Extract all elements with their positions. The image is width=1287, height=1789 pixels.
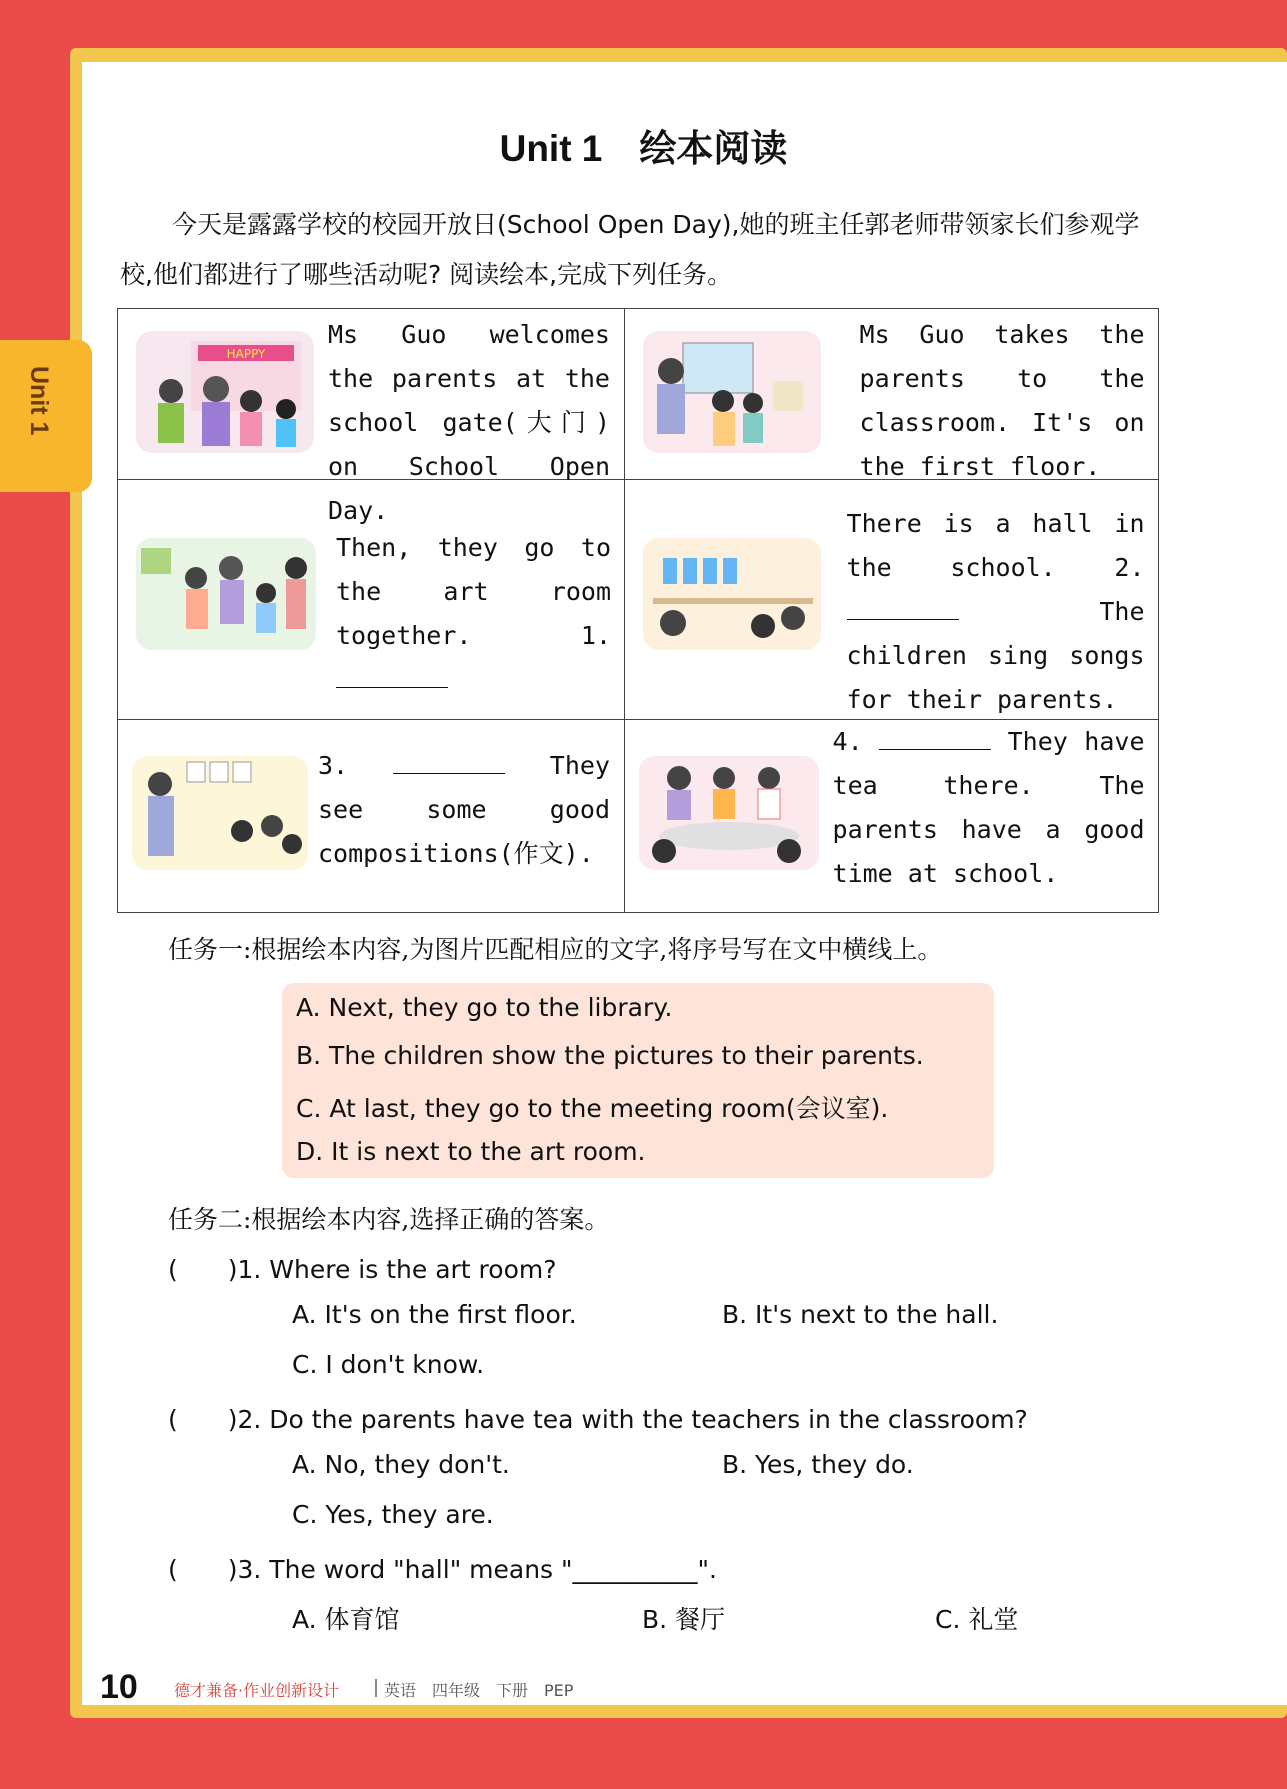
- page-title: Unit 1 绘本阅读: [499, 128, 788, 169]
- option-d: D. It is next to the art room.: [296, 1137, 646, 1166]
- panel-4: [625, 480, 1158, 719]
- blank-1[interactable]: [336, 665, 448, 688]
- compositions-illustration: [132, 756, 308, 870]
- task1-heading: 任务一:根据绘本内容,为图片匹配相应的文字,将序号写在文中横线上。: [168, 935, 943, 964]
- question-3-option-c[interactable]: C. 礼堂: [935, 1605, 1019, 1634]
- panel-2: [625, 309, 1158, 479]
- panel-1-text: Ms Guo welcomes the parents at the school gate(大门) on School Open Day.: [328, 320, 610, 525]
- question-3-option-a[interactable]: A. 体育馆: [292, 1605, 400, 1634]
- panel-6: [625, 720, 1158, 912]
- hall-illustration: [643, 538, 821, 650]
- question-2-option-a[interactable]: A. No, they don't.: [292, 1450, 510, 1479]
- panel-6-text: 4. They have tea there. The parents have a good time at school.: [832, 727, 1145, 889]
- panel-3-text: Then, they go to the art room together. 1.: [336, 526, 611, 702]
- question-1-stem[interactable]: ( )1. Where is the art room?: [168, 1255, 557, 1284]
- panel-2-text: Ms Guo takes the parents to the classroom. It's on the first floor.: [859, 320, 1145, 481]
- blank-2[interactable]: [847, 597, 959, 620]
- panel-5: [118, 720, 624, 912]
- panel-4-text: There is a hall in the school. 2. The children sing songs for their parents.: [846, 508, 1145, 714]
- unit-tab-label: Unit 1: [25, 366, 53, 436]
- footer-divider: [375, 1679, 377, 1697]
- page-number: 10: [100, 1668, 138, 1706]
- happy-sign: HAPPY: [226, 347, 266, 361]
- option-a: A. Next, they go to the library.: [296, 993, 673, 1022]
- school-gate-illustration: [136, 331, 314, 453]
- options-box: [282, 983, 994, 1178]
- question-1-option-c[interactable]: C. I don't know.: [292, 1350, 485, 1379]
- brand-name: 德才兼备·作业创新设计: [174, 1681, 340, 1700]
- question-2-option-c[interactable]: C. Yes, they are.: [292, 1500, 494, 1529]
- option-b: B. The children show the pictures to their parents.: [296, 1041, 924, 1070]
- question-3-option-b[interactable]: B. 餐厅: [642, 1605, 726, 1634]
- tea-party-illustration: [639, 756, 819, 870]
- subject-info: 英语 四年级 下册 PEP: [384, 1681, 574, 1700]
- question-1-option-b[interactable]: B. It's next to the hall.: [722, 1300, 999, 1329]
- blank-4[interactable]: [879, 727, 991, 750]
- panel-3: [118, 480, 624, 719]
- question-1-option-a[interactable]: A. It's on the first floor.: [292, 1300, 577, 1329]
- intro-paragraph: 今天是露露学校的校园开放日(School Open Day),她的班主任郭老师带领家长们参观学校,他们都进行了哪些活动呢? 阅读绘本,完成下列任务。: [120, 210, 1140, 289]
- question-2-stem[interactable]: ( )2. Do the parents have tea with the teachers in the classroom?: [168, 1405, 1028, 1434]
- task2-heading: 任务二:根据绘本内容,选择正确的答案。: [168, 1205, 610, 1234]
- question-3-stem[interactable]: ( )3. The word "hall" means "__________".: [168, 1555, 717, 1584]
- unit-tab: [0, 340, 92, 492]
- classroom-illustration: [643, 331, 821, 453]
- panel-5-text: 3. They see some good compositions(作文).: [318, 751, 610, 869]
- art-room-illustration: [136, 538, 316, 650]
- question-2-option-b[interactable]: B. Yes, they do.: [722, 1450, 914, 1479]
- option-c: C. At last, they go to the meeting room(会议室).: [296, 1094, 889, 1123]
- picture-book-table: [117, 308, 1159, 913]
- blank-3[interactable]: [393, 751, 505, 774]
- panel-1: [118, 309, 624, 525]
